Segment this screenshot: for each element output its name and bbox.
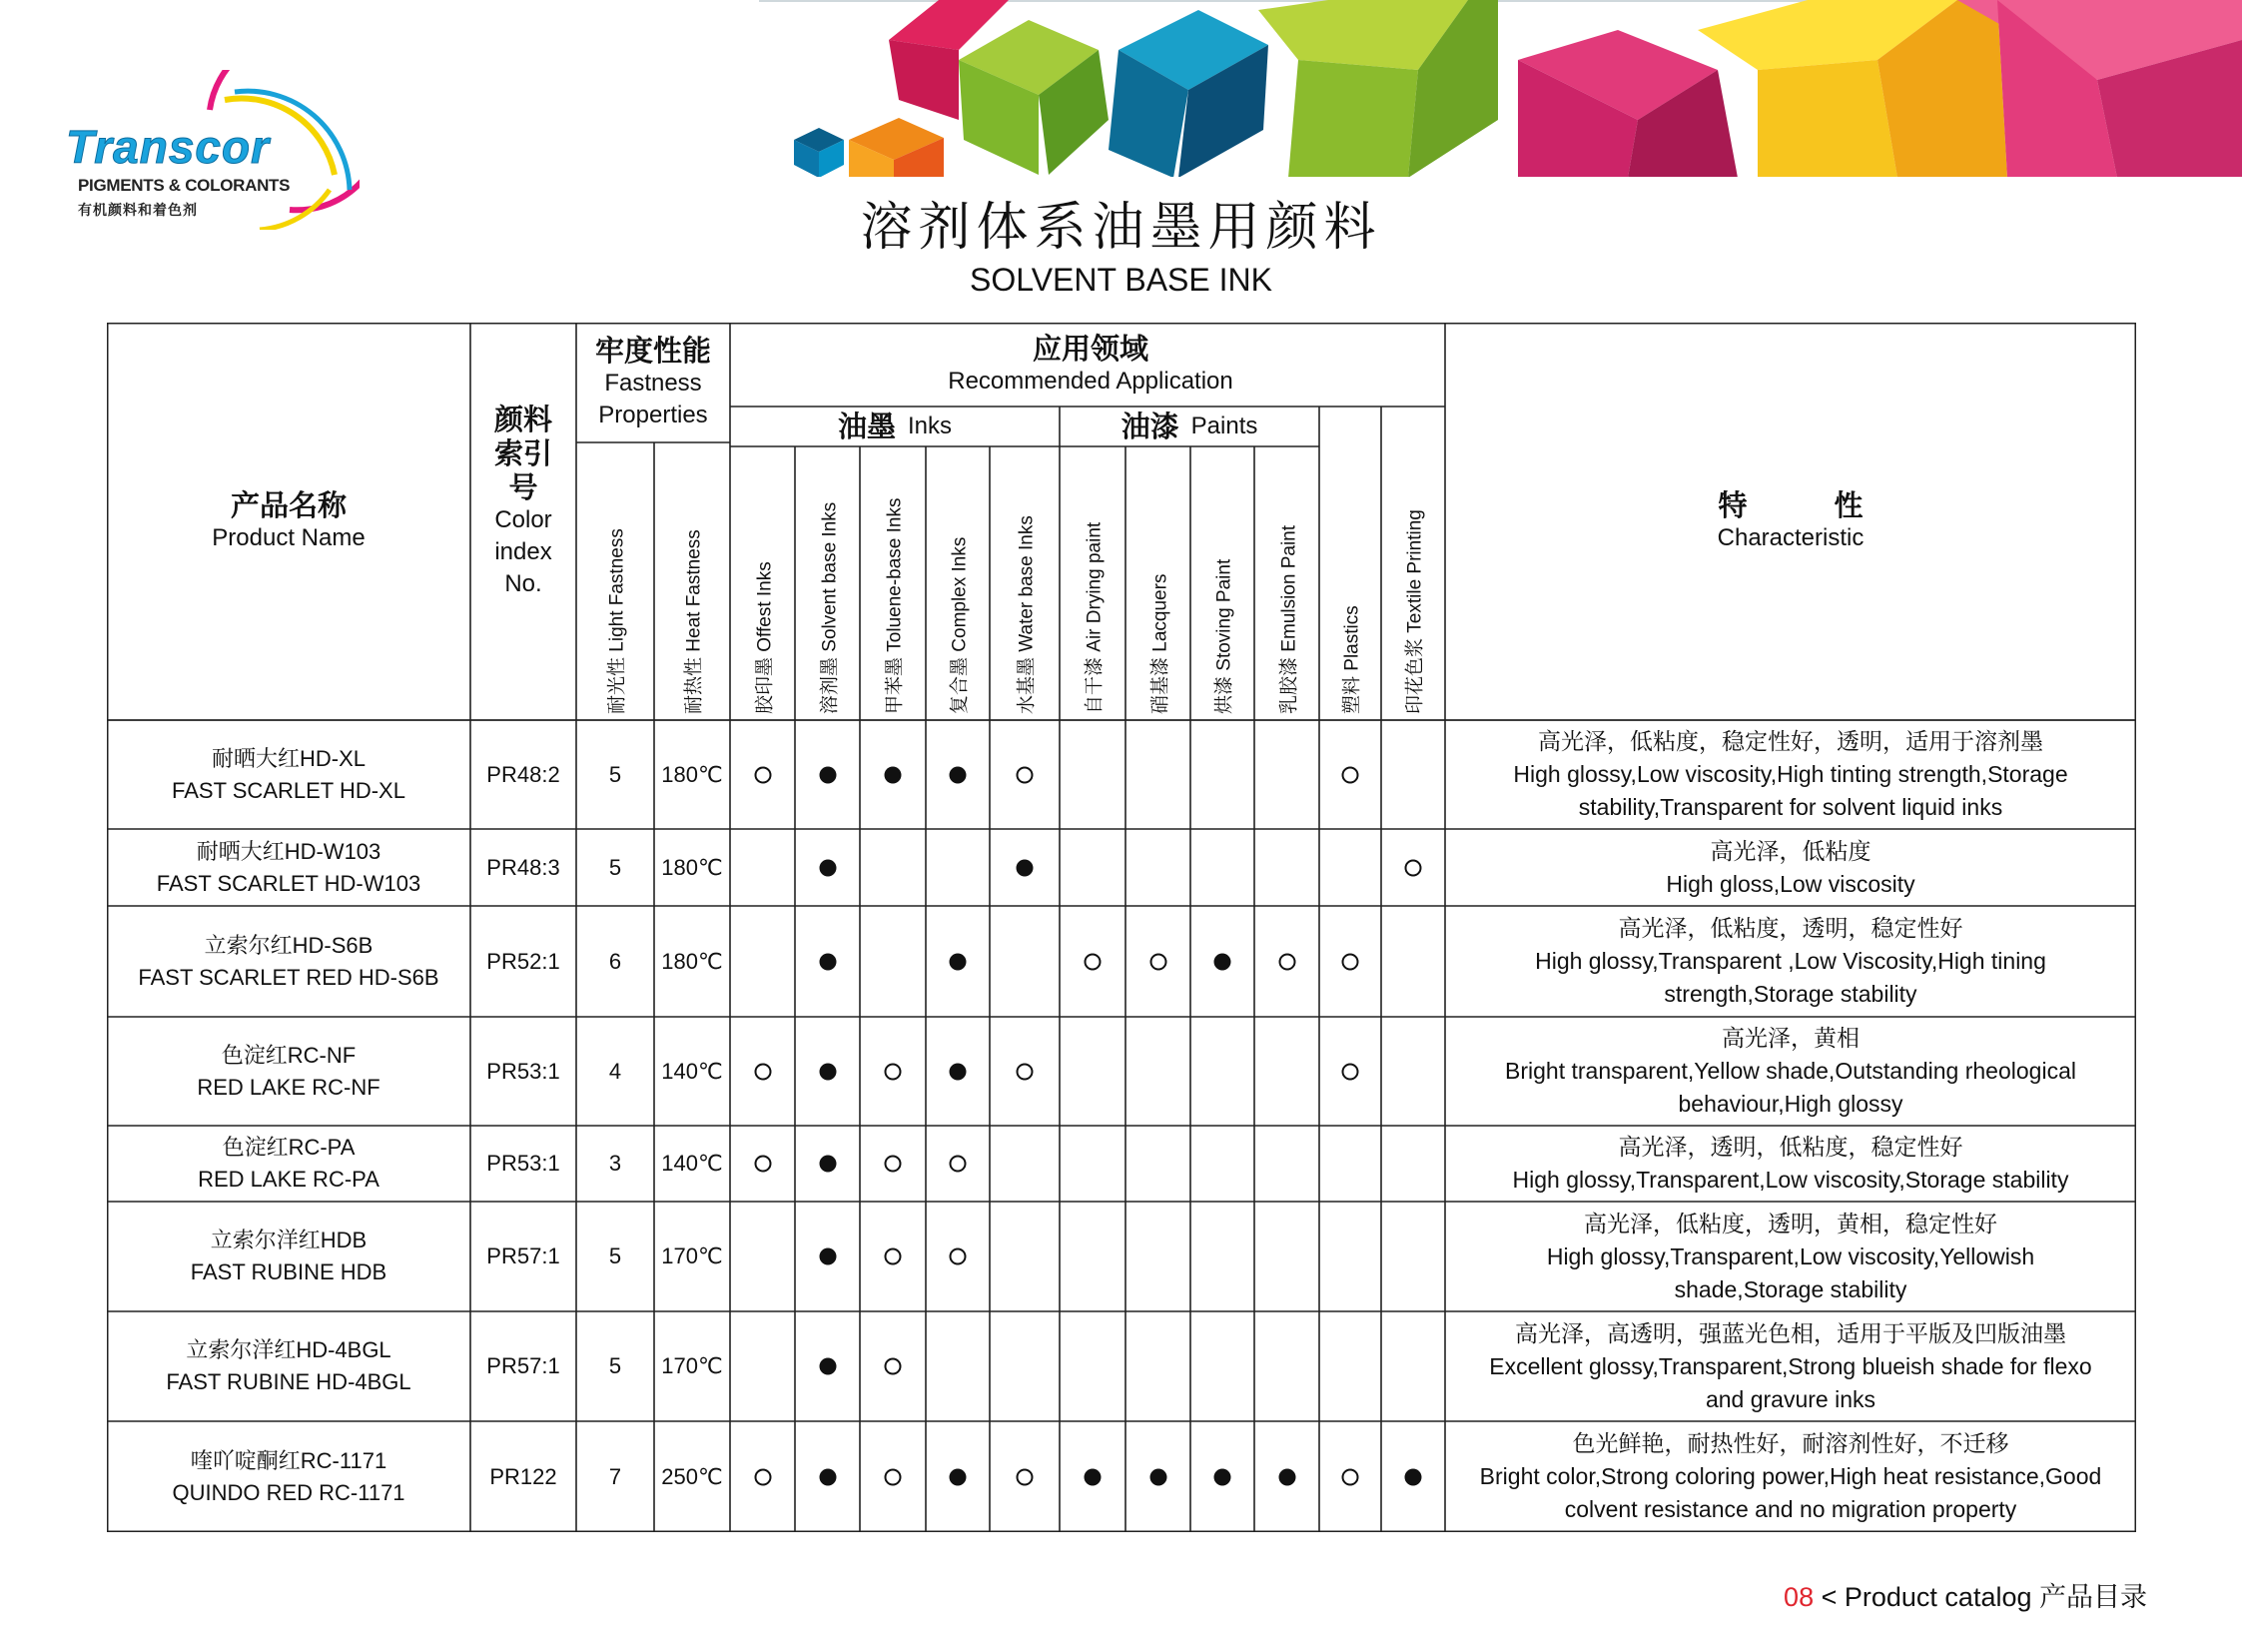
- product-name-cn: 耐晒大红HD-W103: [196, 838, 381, 864]
- header-application: [730, 323, 1451, 407]
- heat-fastness-cell: [654, 1311, 730, 1421]
- product-name-cn: 立索尔红HD-S6B: [204, 932, 374, 958]
- color-index-cell: [470, 1421, 576, 1532]
- footer-separator: <: [1814, 1582, 1845, 1612]
- characteristic-char-en-1: Bright color,Strong coloring power,High heat resistance,Good: [1479, 1463, 2102, 1489]
- light-fastness-cell-value: 5: [608, 1243, 622, 1268]
- product-name-cell: [107, 720, 470, 829]
- header-paints: [1060, 407, 1319, 446]
- heat-fastness-cell: [654, 906, 730, 1017]
- header-fastness-en-2: Properties: [598, 402, 708, 428]
- characteristic-char-en-1: Excellent glossy,Transparent,Strong blueish shade for flexo: [1489, 1352, 2092, 1379]
- open-circle-icon: [1149, 953, 1166, 970]
- product-name-cn: 色淀红RC-NF: [221, 1042, 357, 1068]
- characteristic-char-en-2: colvent resistance and no migration property: [1564, 1496, 2017, 1522]
- heat-fastness-cell: [654, 1202, 730, 1311]
- characteristic-char-en-2: stability,Transparent for solvent liquid inks: [1578, 794, 2003, 820]
- column-label-text: 甲苯墨 Toluene-base Inks: [884, 497, 906, 714]
- product-name-cn: 立索尔洋红HD-4BGL: [186, 1337, 391, 1362]
- brand-tagline-en: PIGMENTS & COLORANTS: [78, 176, 291, 195]
- color-index-cell: [470, 906, 576, 1017]
- characteristic-cell: [1445, 1311, 2136, 1421]
- product-name-en: FAST SCARLET RED HD-S6B: [138, 964, 439, 990]
- open-circle-icon: [885, 1358, 902, 1375]
- open-circle-icon: [754, 1156, 771, 1173]
- characteristic-cell: [1445, 720, 2136, 829]
- product-name-cn: 耐晒大红HD-XL: [211, 745, 366, 771]
- product-table: [107, 323, 2136, 1532]
- characteristic-char-en-1: High glossy,Transparent ,Low Viscosity,High tining: [1535, 948, 2046, 974]
- color-index-cell-value: PR57:1: [486, 1243, 560, 1268]
- characteristic-char-cn: 高光泽，透明，低粘度，稳定性好: [1618, 1134, 1963, 1160]
- color-index-cell-value: PR53:1: [486, 1058, 560, 1084]
- page-title-en: SOLVENT BASE INK: [970, 262, 1272, 298]
- brand-tagline-cn: 有机颜料和着色剂: [78, 202, 198, 218]
- column-label-text: 乳胶漆 Emulsion Paint: [1278, 524, 1299, 714]
- product-name-cn: 喹吖啶酮红RC-1171: [190, 1447, 387, 1473]
- heat-fastness-cell: [654, 829, 730, 906]
- characteristic-cell: [1445, 1126, 2136, 1202]
- open-circle-icon: [1405, 859, 1422, 876]
- column-label-text: 水基墨 Water base Inks: [1016, 515, 1038, 714]
- filled-dot-icon: [1405, 1468, 1422, 1485]
- open-circle-icon: [1342, 953, 1359, 970]
- page-footer: [1784, 1575, 2147, 1614]
- header-index-en-2: index: [494, 538, 552, 565]
- open-circle-icon: [1017, 1468, 1034, 1485]
- open-circle-icon: [950, 1156, 967, 1173]
- light-fastness-cell-value: 5: [608, 761, 622, 787]
- column-label-text: 复合墨 Complex Inks: [949, 536, 971, 714]
- column-label: [1375, 452, 1451, 712]
- product-name-en: FAST SCARLET HD-XL: [172, 777, 405, 803]
- header-characteristic: [1445, 323, 2136, 720]
- light-fastness-cell: [576, 906, 654, 1017]
- product-name-cn: 立索尔洋红HDB: [210, 1228, 368, 1252]
- header-paints-en: Paints: [1190, 413, 1258, 439]
- color-index-cell: [470, 1017, 576, 1126]
- color-index-cell: [470, 829, 576, 906]
- open-circle-icon: [1085, 953, 1102, 970]
- characteristic-char-en-1: High glossy,Transparent,Low viscosity,Yellowish: [1546, 1242, 2035, 1269]
- filled-dot-icon: [819, 766, 836, 783]
- open-circle-icon: [885, 1156, 902, 1173]
- light-fastness-cell-value: 7: [608, 1463, 622, 1489]
- filled-dot-icon: [1214, 953, 1231, 970]
- characteristic-char-cn: 高光泽，低粘度: [1710, 837, 1871, 864]
- characteristic-char-en-1: High glossy,Transparent,Low viscosity,Storage stability: [1512, 1167, 2069, 1193]
- product-name-cell: [107, 1421, 470, 1532]
- product-name-cell: [107, 829, 470, 906]
- filled-dot-icon: [1149, 1468, 1166, 1485]
- header-app-en: Recommended Application: [948, 368, 1233, 395]
- light-fastness-cell-value: 5: [608, 854, 622, 880]
- light-fastness-cell: [576, 1311, 654, 1421]
- open-circle-icon: [1342, 1063, 1359, 1080]
- header-fastness: [576, 323, 730, 442]
- heat-fastness-cell: [654, 1126, 730, 1202]
- color-index-cell-value: PR48:3: [486, 854, 560, 880]
- filled-dot-icon: [819, 1358, 836, 1375]
- characteristic-char-en-2: strength,Storage stability: [1664, 981, 1917, 1007]
- header-color-index: [470, 403, 576, 720]
- filled-dot-icon: [1278, 1468, 1295, 1485]
- header-index-en-1: Color: [494, 506, 552, 533]
- product-name-en: FAST SCARLET HD-W103: [156, 870, 421, 896]
- characteristic-char-en-1: High gloss,Low viscosity: [1666, 870, 1915, 897]
- header-fastness-cn: 牢度性能: [594, 334, 711, 368]
- heat-fastness-cell-value: 170℃: [661, 1243, 723, 1268]
- header-app-cn: 应用领域: [1032, 332, 1148, 366]
- column-label-text: 烘漆 Stoving Paint: [1213, 558, 1235, 714]
- heat-fastness-cell-value: 180℃: [661, 761, 723, 787]
- product-name-en: QUINDO RED RC-1171: [172, 1479, 405, 1505]
- filled-dot-icon: [819, 953, 836, 970]
- characteristic-char-cn: 高光泽，低粘度，稳定性好，透明，适用于溶剂墨: [1538, 728, 2043, 754]
- open-circle-icon: [950, 1248, 967, 1265]
- color-index-cell: [470, 1202, 576, 1311]
- filled-dot-icon: [950, 1468, 967, 1485]
- product-name-cell: [107, 1017, 470, 1126]
- footer-text: Product catalog 产品目录: [1844, 1582, 2147, 1612]
- characteristic-char-en-1: Bright transparent,Yellow shade,Outstanding rheological: [1505, 1058, 2076, 1084]
- characteristic-cell: [1445, 1421, 2136, 1532]
- light-fastness-cell: [576, 1126, 654, 1202]
- column-label-text: 耐光性 Light Fastness: [606, 528, 628, 714]
- heat-fastness-cell: [654, 1017, 730, 1126]
- product-name-cell: [107, 1311, 470, 1421]
- heat-fastness-cell-value: 180℃: [661, 948, 723, 974]
- header-index-en-3: No.: [504, 570, 542, 597]
- brand-name: Transcor: [66, 121, 271, 173]
- light-fastness-cell: [576, 829, 654, 906]
- filled-dot-icon: [1085, 1468, 1102, 1485]
- header-char-cn: 特 性: [1718, 488, 1864, 522]
- color-index-cell: [470, 1311, 576, 1421]
- filled-dot-icon: [819, 1468, 836, 1485]
- open-circle-icon: [1342, 766, 1359, 783]
- color-index-cell-value: PR52:1: [486, 948, 560, 974]
- column-label: [577, 452, 653, 712]
- color-index-cell-value: PR57:1: [486, 1353, 560, 1378]
- header-inks-en: Inks: [908, 413, 953, 439]
- heat-fastness-cell-value: 140℃: [661, 1151, 723, 1176]
- page-number: 08: [1784, 1582, 1815, 1612]
- header-product-en: Product Name: [212, 524, 366, 551]
- light-fastness-cell-value: 3: [608, 1151, 622, 1176]
- characteristic-cell: [1445, 1202, 2136, 1311]
- light-fastness-cell-value: 6: [608, 948, 622, 974]
- characteristic-char-en-1: High glossy,Low viscosity,High tinting strength,Storage: [1513, 761, 2068, 787]
- header-inks: [730, 407, 1060, 446]
- characteristic-char-cn: 高光泽，低粘度，透明，黄相，稳定性好: [1584, 1210, 1997, 1237]
- page-title: [0, 198, 2242, 300]
- filled-dot-icon: [1017, 859, 1034, 876]
- characteristic-cell: [1445, 1017, 2136, 1126]
- open-circle-icon: [1278, 953, 1295, 970]
- color-index-cell: [470, 1126, 576, 1202]
- characteristic-char-en-2: shade,Storage stability: [1674, 1275, 1907, 1302]
- characteristic-char-cn: 高光泽，低粘度，透明，稳定性好: [1618, 915, 1963, 941]
- header-fastness-en-1: Fastness: [604, 370, 702, 397]
- filled-dot-icon: [950, 953, 967, 970]
- characteristic-char-cn: 色光鲜艳，耐热性好，耐溶剂性好，不迁移: [1572, 1430, 2009, 1456]
- heat-fastness-cell: [654, 1421, 730, 1532]
- color-index-cell-value: PR53:1: [486, 1151, 560, 1176]
- column-label-text: 自干漆 Air Drying paint: [1084, 521, 1106, 714]
- characteristic-cell: [1445, 829, 2136, 906]
- open-circle-icon: [885, 1468, 902, 1485]
- characteristic-char-cn: 高光泽，黄相: [1722, 1025, 1860, 1051]
- heat-fastness-cell-value: 250℃: [661, 1463, 723, 1489]
- page-title-cn: 溶剂体系油墨用颜料: [860, 198, 1382, 258]
- filled-dot-icon: [819, 1156, 836, 1173]
- header-index-cn: 颜料索引号: [493, 403, 552, 504]
- filled-dot-icon: [950, 766, 967, 783]
- product-name-en: FAST RUBINE HD-4BGL: [166, 1369, 411, 1394]
- open-circle-icon: [754, 1063, 771, 1080]
- product-name-cell: [107, 1202, 470, 1311]
- header-char-en: Characteristic: [1717, 524, 1865, 551]
- heat-fastness-cell: [654, 720, 730, 829]
- open-circle-icon: [754, 766, 771, 783]
- column-label: [920, 452, 996, 712]
- heat-fastness-cell-value: 180℃: [661, 854, 723, 880]
- color-index-cell: [470, 720, 576, 829]
- open-circle-icon: [1017, 1063, 1034, 1080]
- filled-dot-icon: [950, 1063, 967, 1080]
- characteristic-cell: [1445, 906, 2136, 1017]
- heat-fastness-cell-value: 140℃: [661, 1058, 723, 1084]
- product-name-cell: [107, 906, 470, 1017]
- product-name-en: FAST RUBINE HDB: [190, 1259, 387, 1284]
- characteristic-char-en-2: behaviour,High glossy: [1678, 1091, 1903, 1117]
- column-label-text: 塑料 Plastics: [1341, 605, 1363, 714]
- filled-dot-icon: [819, 1063, 836, 1080]
- product-name-en: RED LAKE RC-NF: [197, 1074, 380, 1100]
- column-label-text: 硝基漆 Lacquers: [1149, 573, 1170, 714]
- light-fastness-cell-value: 4: [608, 1058, 622, 1084]
- product-name-en: RED LAKE RC-PA: [198, 1167, 379, 1192]
- color-index-cell-value: PR48:2: [486, 761, 560, 787]
- filled-dot-icon: [819, 859, 836, 876]
- filled-dot-icon: [1214, 1468, 1231, 1485]
- heat-fastness-cell-value: 170℃: [661, 1353, 723, 1378]
- filled-dot-icon: [819, 1248, 836, 1265]
- header-paints-cn: 油漆: [1121, 410, 1179, 443]
- light-fastness-cell: [576, 1017, 654, 1126]
- column-label-text: 胶印墨 Offest Inks: [754, 561, 775, 714]
- light-fastness-cell: [576, 1202, 654, 1311]
- product-name-cn: 色淀红RC-PA: [222, 1135, 356, 1160]
- open-circle-icon: [885, 1248, 902, 1265]
- column-label: [654, 452, 730, 712]
- header-product-name: [107, 323, 470, 720]
- open-circle-icon: [885, 1063, 902, 1080]
- product-name-cell: [107, 1126, 470, 1202]
- characteristic-char-cn: 高光泽，高透明，强蓝光色相，适用于平版及凹版油墨: [1515, 1319, 2066, 1346]
- light-fastness-cell: [576, 1421, 654, 1532]
- column-label-text: 耐热性 Heat Fastness: [683, 529, 705, 714]
- open-circle-icon: [754, 1468, 771, 1485]
- light-fastness-cell-value: 5: [608, 1353, 622, 1378]
- column-label-text: 溶剂墨 Solvent base Inks: [819, 501, 840, 714]
- column-label-text: 印花色浆 Textile Printing: [1404, 509, 1426, 714]
- filled-dot-icon: [885, 766, 902, 783]
- color-index-cell-value: PR122: [489, 1463, 557, 1489]
- header-inks-cn: 油墨: [837, 410, 896, 443]
- open-circle-icon: [1342, 1468, 1359, 1485]
- column-label: [987, 452, 1063, 712]
- header-product-cn: 产品名称: [230, 488, 347, 522]
- light-fastness-cell: [576, 720, 654, 829]
- open-circle-icon: [1017, 766, 1034, 783]
- characteristic-char-en-2: and gravure inks: [1705, 1385, 1876, 1412]
